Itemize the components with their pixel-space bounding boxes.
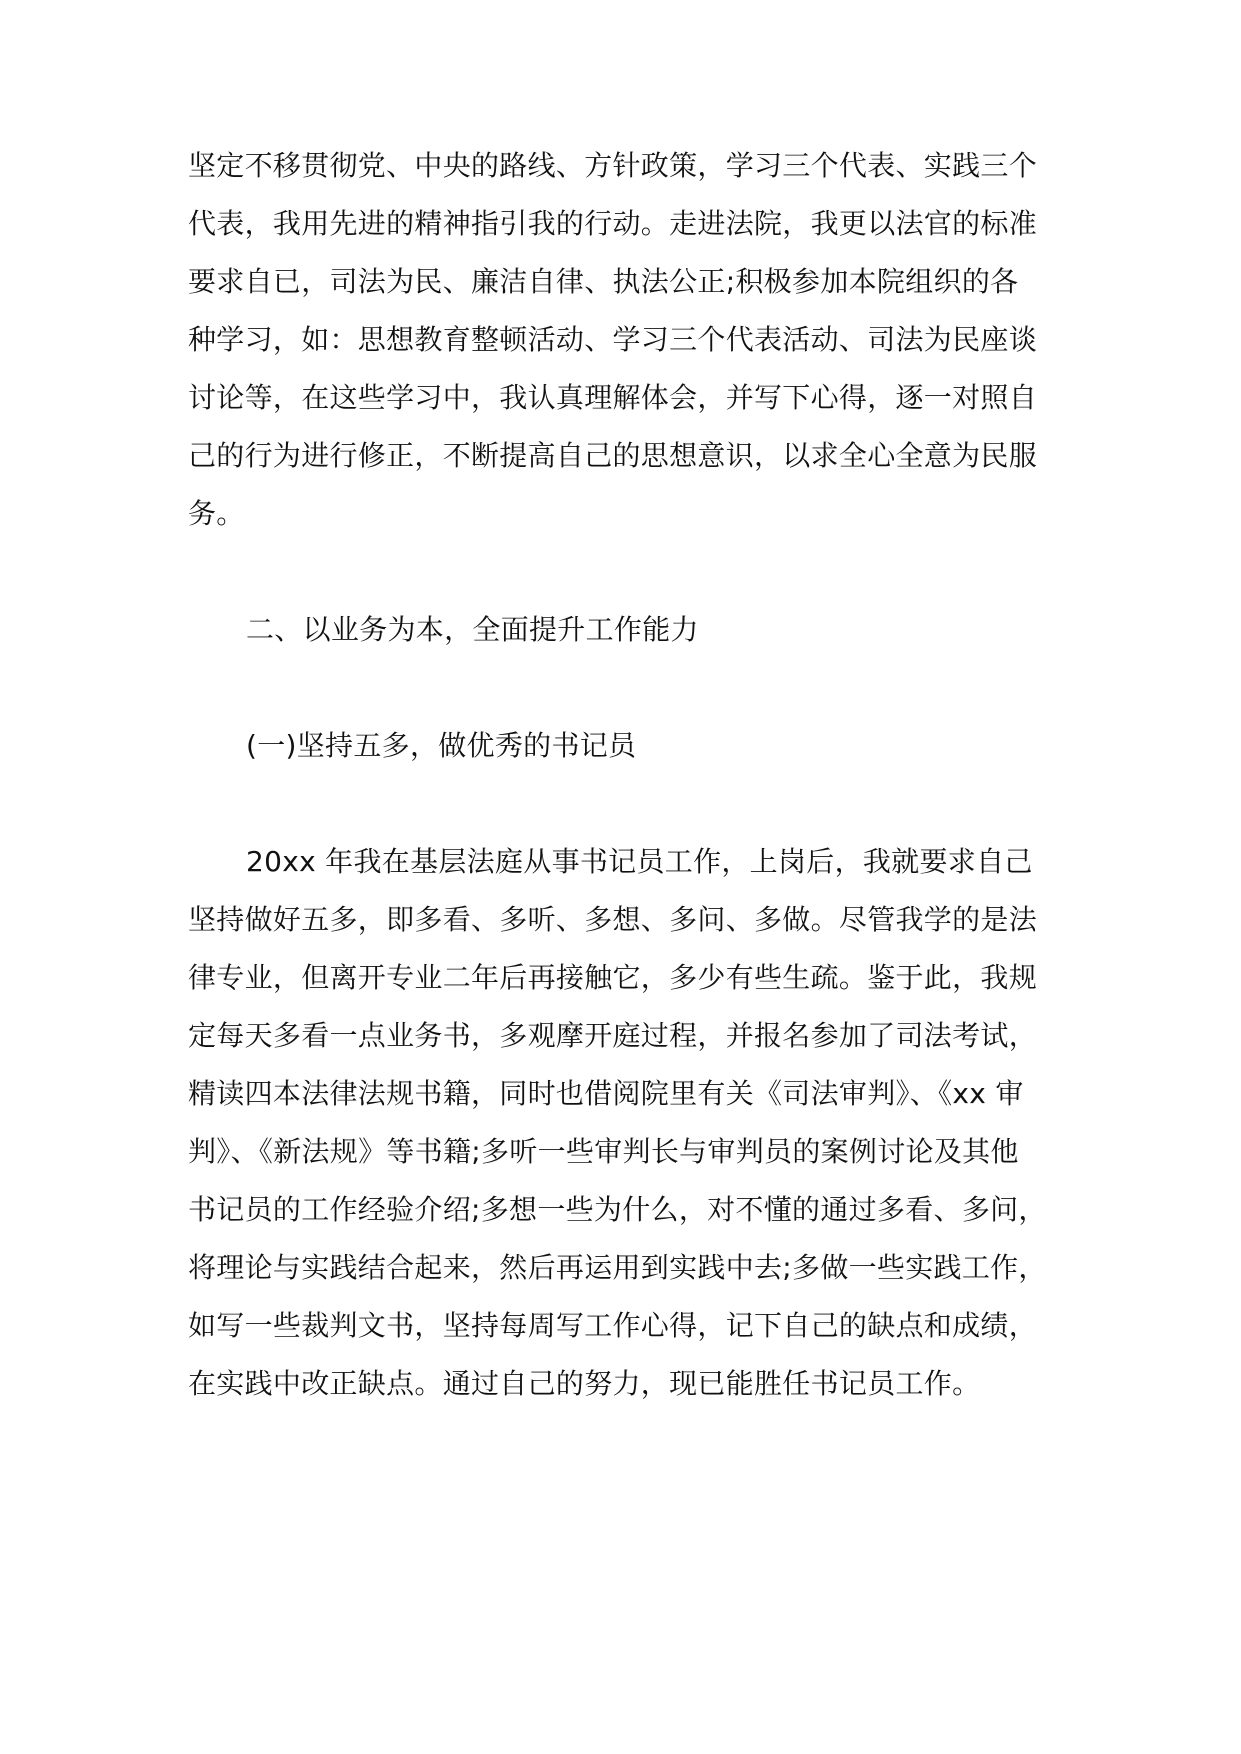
paragraph-line: 判》、《新法规》等书籍;多听一些审判长与审判员的案例讨论及其他	[188, 1135, 1019, 1168]
paragraph-line: 代表，我用先进的精神指引我的行动。走进法院，我更以法官的标准	[188, 207, 1038, 240]
paragraph-line: 如写一些裁判文书，坚持每周写工作心得，记下自己的缺点和成绩，	[188, 1309, 1038, 1342]
paragraph-line: 要求自已，司法为民、廉洁自律、执法公正;积极参加本院组织的各	[188, 265, 1019, 298]
paragraph-line: 坚持做好五多，即多看、多听、多想、多问、多做。尽管我学的是法	[188, 903, 1038, 936]
paragraph-line: 在实践中改正缺点。通过自己的努力，现已能胜任书记员工作。	[188, 1367, 981, 1400]
paragraph-line: 20xx 年我在基层法庭从事书记员工作，上岗后，我就要求自己	[246, 845, 1033, 878]
paragraph-line: 将理论与实践结合起来，然后再运用到实践中去;多做一些实践工作，	[188, 1251, 1047, 1284]
paragraph-line: 坚定不移贯彻党、中央的路线、方针政策，学习三个代表、实践三个	[188, 149, 1038, 182]
subsection-heading: (一)坚持五多，做优秀的书记员	[246, 729, 637, 762]
paragraph-line: 律专业，但离开专业二年后再接触它，多少有些生疏。鉴于此，我规	[188, 961, 1038, 994]
paragraph-line: 种学习，如：思想教育整顿活动、学习三个代表活动、司法为民座谈	[188, 323, 1038, 356]
paragraph-line: 书记员的工作经验介绍;多想一些为什么，对不懂的通过多看、多问，	[188, 1193, 1047, 1226]
paragraph-line: 讨论等，在这些学习中，我认真理解体会，并写下心得，逐一对照自	[188, 381, 1038, 414]
paragraph-line: 精读四本法律法规书籍，同时也借阅院里有关《司法审判》、《xx 审	[188, 1077, 1024, 1110]
paragraph-line: 定每天多看一点业务书，多观摩开庭过程，并报名参加了司法考试，	[188, 1019, 1038, 1052]
paragraph-line: 务。	[188, 497, 245, 530]
paragraph-line: 己的行为进行修正，不断提高自己的思想意识，以求全心全意为民服	[188, 439, 1038, 472]
section-heading: 二、以业务为本，全面提升工作能力	[246, 613, 699, 646]
